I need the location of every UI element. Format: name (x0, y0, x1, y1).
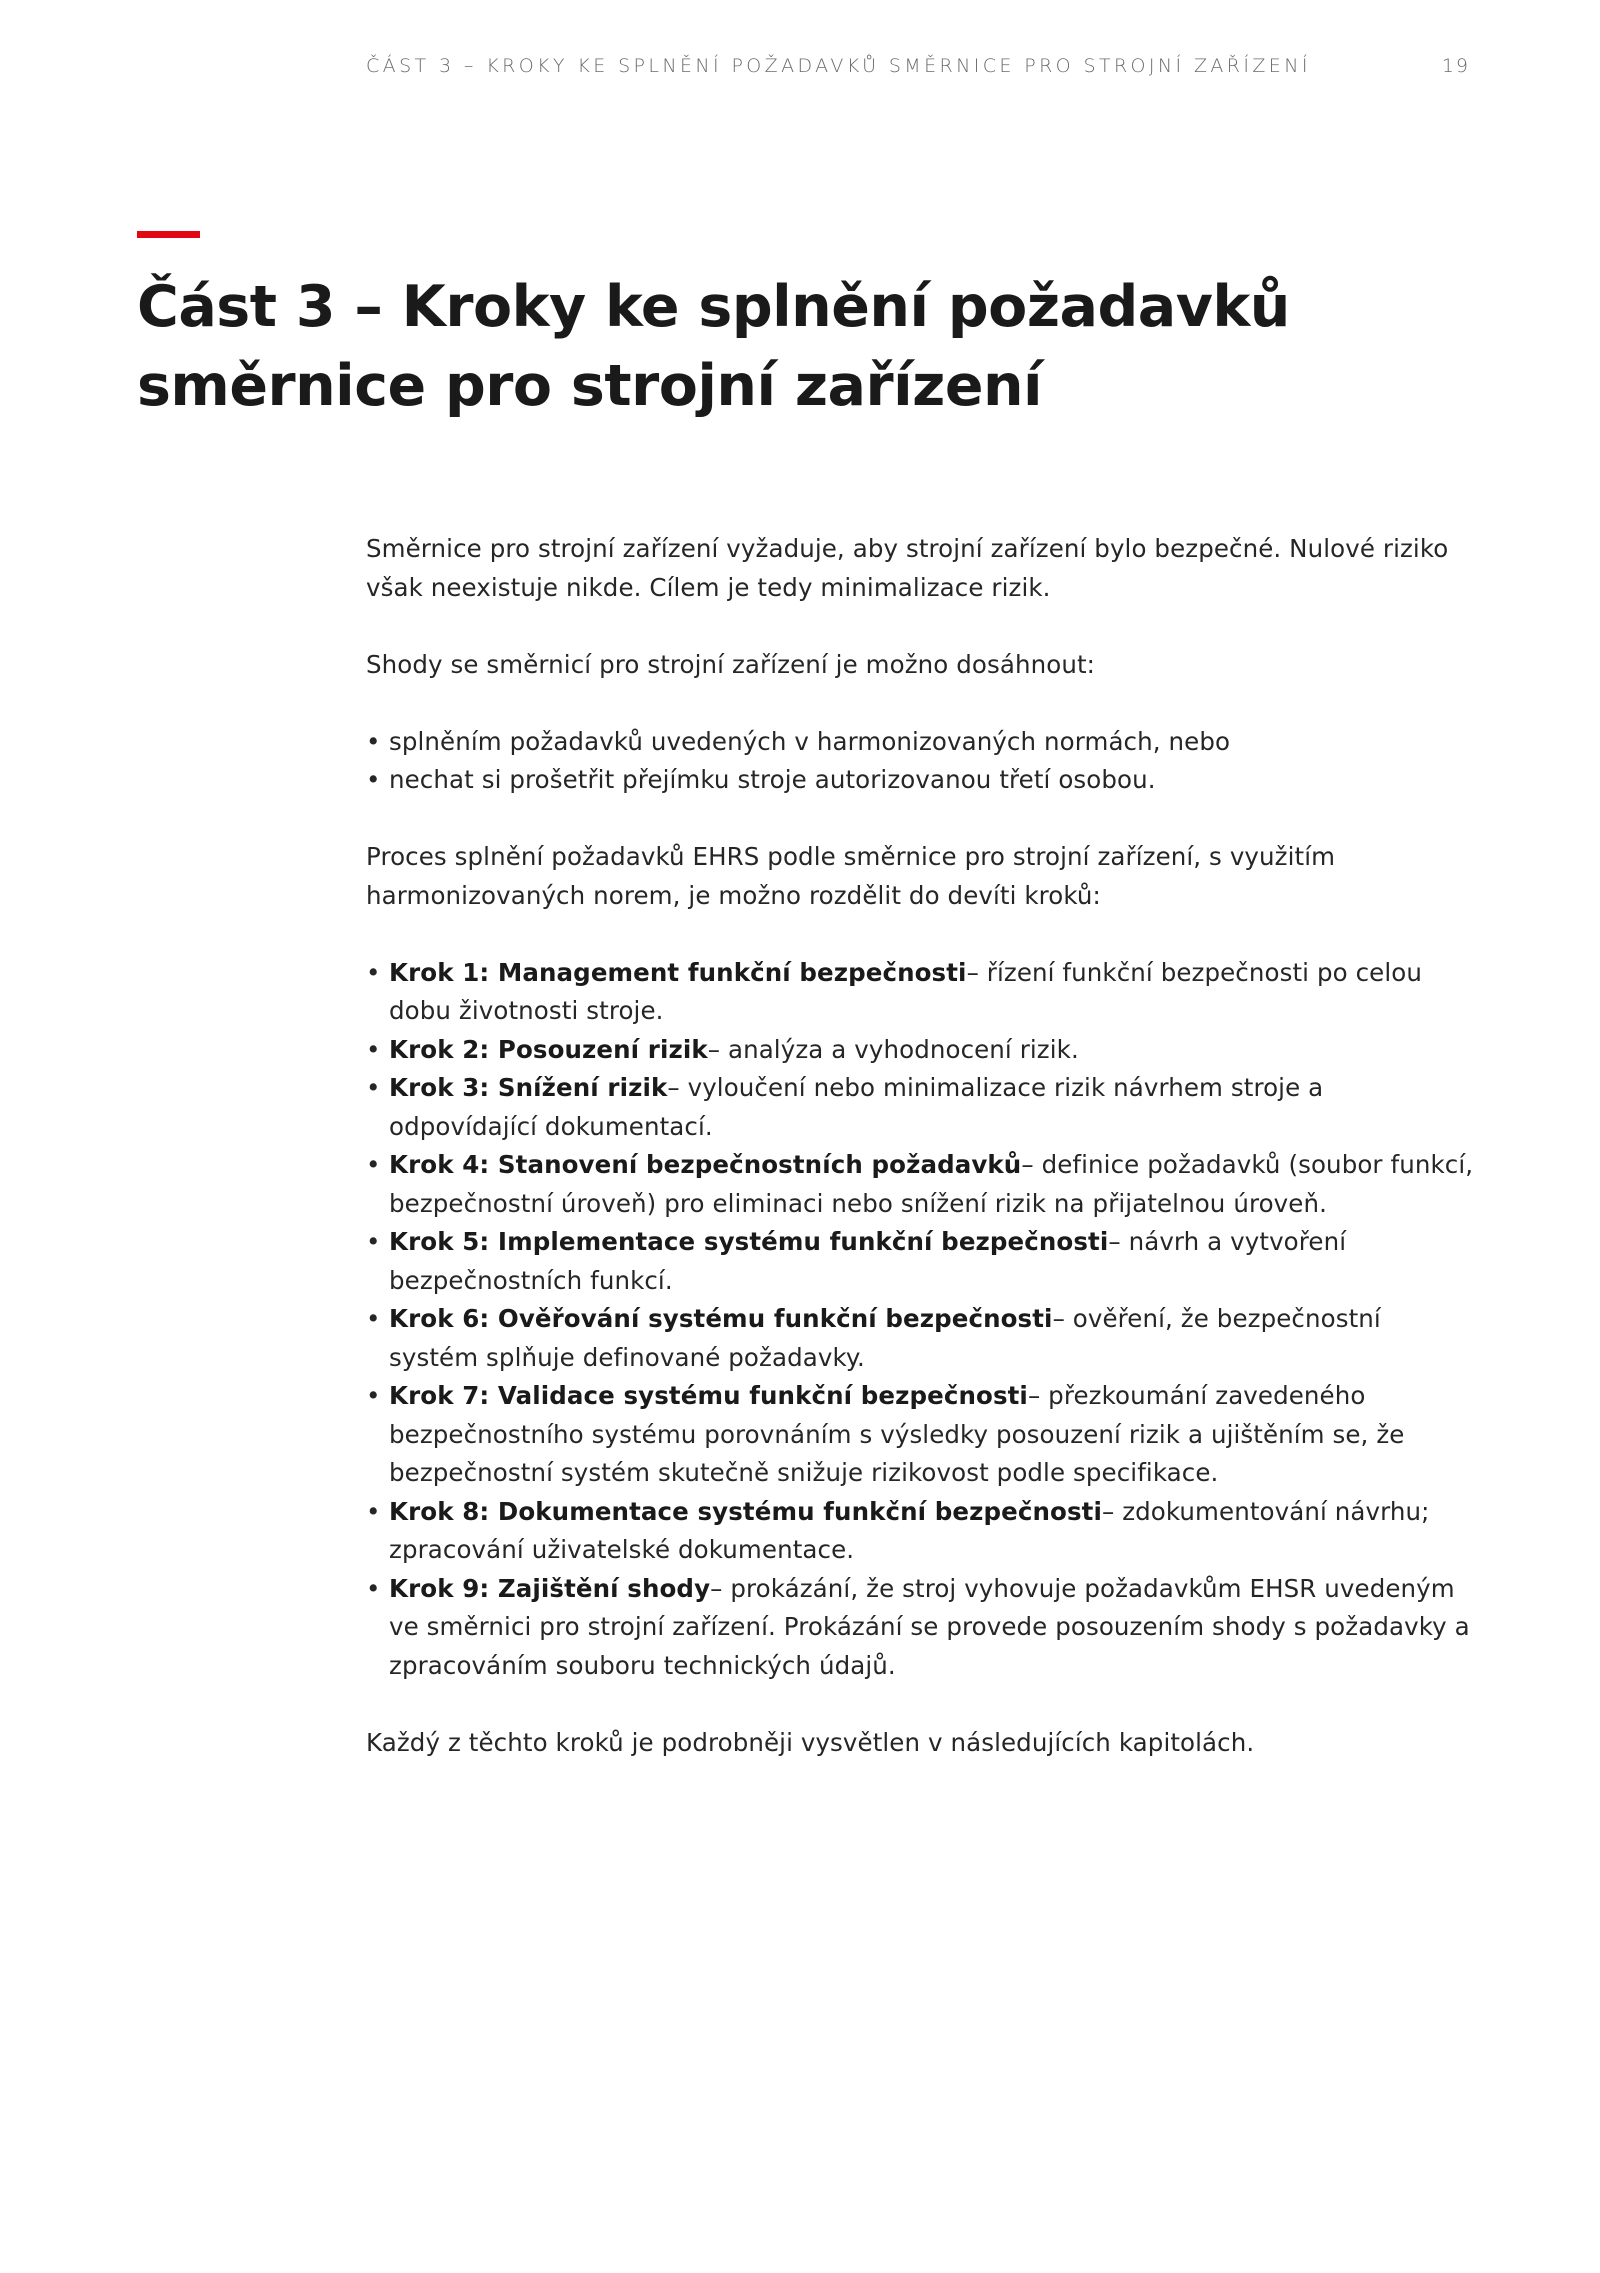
step-item (366, 1069, 1476, 1146)
step-title: Krok 5: Implementace systému funkční bezpečnosti (389, 1227, 1109, 1256)
steps-list (366, 954, 1476, 1686)
list-item-text: nechat si prošetřit přejímku stroje autorizovanou třetí osobou. (389, 765, 1156, 794)
step-description: – řízení funkční bezpečnosti po celou dobu životnosti stroje. (389, 957, 1422, 1025)
step-description: – prokázání, že stroj vyhovuje požadavkům EHSR uvedeným ve směrnici pro strojní zařízení. Prokázání se provede posouzením shody s požadavky a zpracováním souboru technických údajů. (389, 1573, 1470, 1680)
step-description: – vyloučení nebo minimalizace rizik návrhem stroje a odpovídající dokumentací. (389, 1073, 1324, 1141)
step-description: – zdokumentování návrhu; zpracování uživatelské dokumentace. (389, 1496, 1430, 1564)
step-description: – analýza a vyhodnocení rizik. (707, 1034, 1079, 1064)
bullet-icon: • (366, 1573, 381, 1603)
bullet-icon: • (366, 1227, 381, 1256)
page-title-line-1: Část 3 – Kroky ke splnění požadavků (137, 274, 1290, 340)
step-title: Krok 4: Stanovení bezpečnostních požadavků (389, 1150, 1022, 1179)
step-item (366, 1570, 1476, 1686)
step-item (366, 1300, 1476, 1377)
closing-paragraph: Každý z těchto kroků je podrobněji vysvětlen v následujících kapitolách. (366, 1727, 1255, 1757)
step-description: – ověření, že bezpečnostní systém splňuje definované požadavky. (389, 1304, 1381, 1372)
conformity-intro: Shody se směrnicí pro strojní zařízení je možno dosáhnout: (366, 649, 1096, 679)
list-item (366, 761, 1476, 800)
accent-bar (137, 231, 200, 238)
step-item (366, 1223, 1476, 1300)
bullet-icon: • (366, 1073, 381, 1102)
step-description: – návrh a vytvoření bezpečnostních funkcí. (389, 1227, 1347, 1295)
bullet-icon: • (366, 1304, 381, 1333)
bullet-icon: • (366, 1496, 381, 1526)
running-header (366, 55, 1470, 85)
step-description: – přezkoumání zavedeného bezpečnostního systému porovnáním s výsledky posouzení rizik a ujištěním se, že bezpečnostní systém skutečně snižuje rizikovost podle specifikace. (389, 1381, 1405, 1487)
intro-paragraph: Směrnice pro strojní zařízení vyžaduje, aby strojní zařízení bylo bezpečné. Nulové riziko však neexistuje nikde. Cílem je tedy minimalizace rizik. (366, 534, 1449, 602)
step-item (366, 1031, 1476, 1070)
page-title (137, 268, 1337, 426)
conformity-options-list (366, 723, 1476, 800)
body-text (366, 530, 1476, 1801)
step-item (366, 1493, 1476, 1570)
step-title: Krok 2: Posouzení rizik (389, 1034, 708, 1064)
bullet-icon: • (366, 765, 381, 794)
step-title: Krok 1: Management funkční bezpečnosti (389, 957, 967, 987)
step-description: – definice požadavků (soubor funkcí, bezpečnostní úroveň) pro eliminaci nebo snížení rizik na přijatelnou úroveň. (389, 1150, 1474, 1218)
running-header-title: ČÁST 3 – KROKY KE SPLNĚNÍ POŽADAVKŮ SMĚRNICE PRO STROJNÍ ZAŘÍZENÍ (366, 55, 1311, 77)
list-item (366, 723, 1476, 762)
step-item (366, 1377, 1476, 1493)
step-title: Krok 6: Ověřování systému funkční bezpečnosti (389, 1304, 1053, 1333)
bullet-icon: • (366, 957, 381, 987)
process-intro: Proces splnění požadavků EHRS podle směrnice pro strojní zařízení, s využitím harmonizovaných norem, je možno rozdělit do devíti kroků: (366, 842, 1336, 910)
bullet-icon: • (366, 726, 381, 756)
step-title: Krok 8: Dokumentace systému funkční bezpečnosti (389, 1496, 1102, 1526)
bullet-icon: • (366, 1150, 381, 1179)
bullet-icon: • (366, 1034, 381, 1064)
step-item (366, 1146, 1476, 1223)
page-number: 19 (1441, 55, 1470, 77)
step-title: Krok 7: Validace systému funkční bezpečnosti (389, 1381, 1028, 1410)
list-item-text: splněním požadavků uvedených v harmonizovaných normách, nebo (389, 726, 1231, 756)
page-title-line-2: směrnice pro strojní zařízení (137, 353, 1043, 419)
step-item (366, 954, 1476, 1031)
step-title: Krok 9: Zajištění shody (389, 1573, 711, 1603)
step-title: Krok 3: Snížení rizik (389, 1073, 668, 1102)
bullet-icon: • (366, 1381, 381, 1410)
